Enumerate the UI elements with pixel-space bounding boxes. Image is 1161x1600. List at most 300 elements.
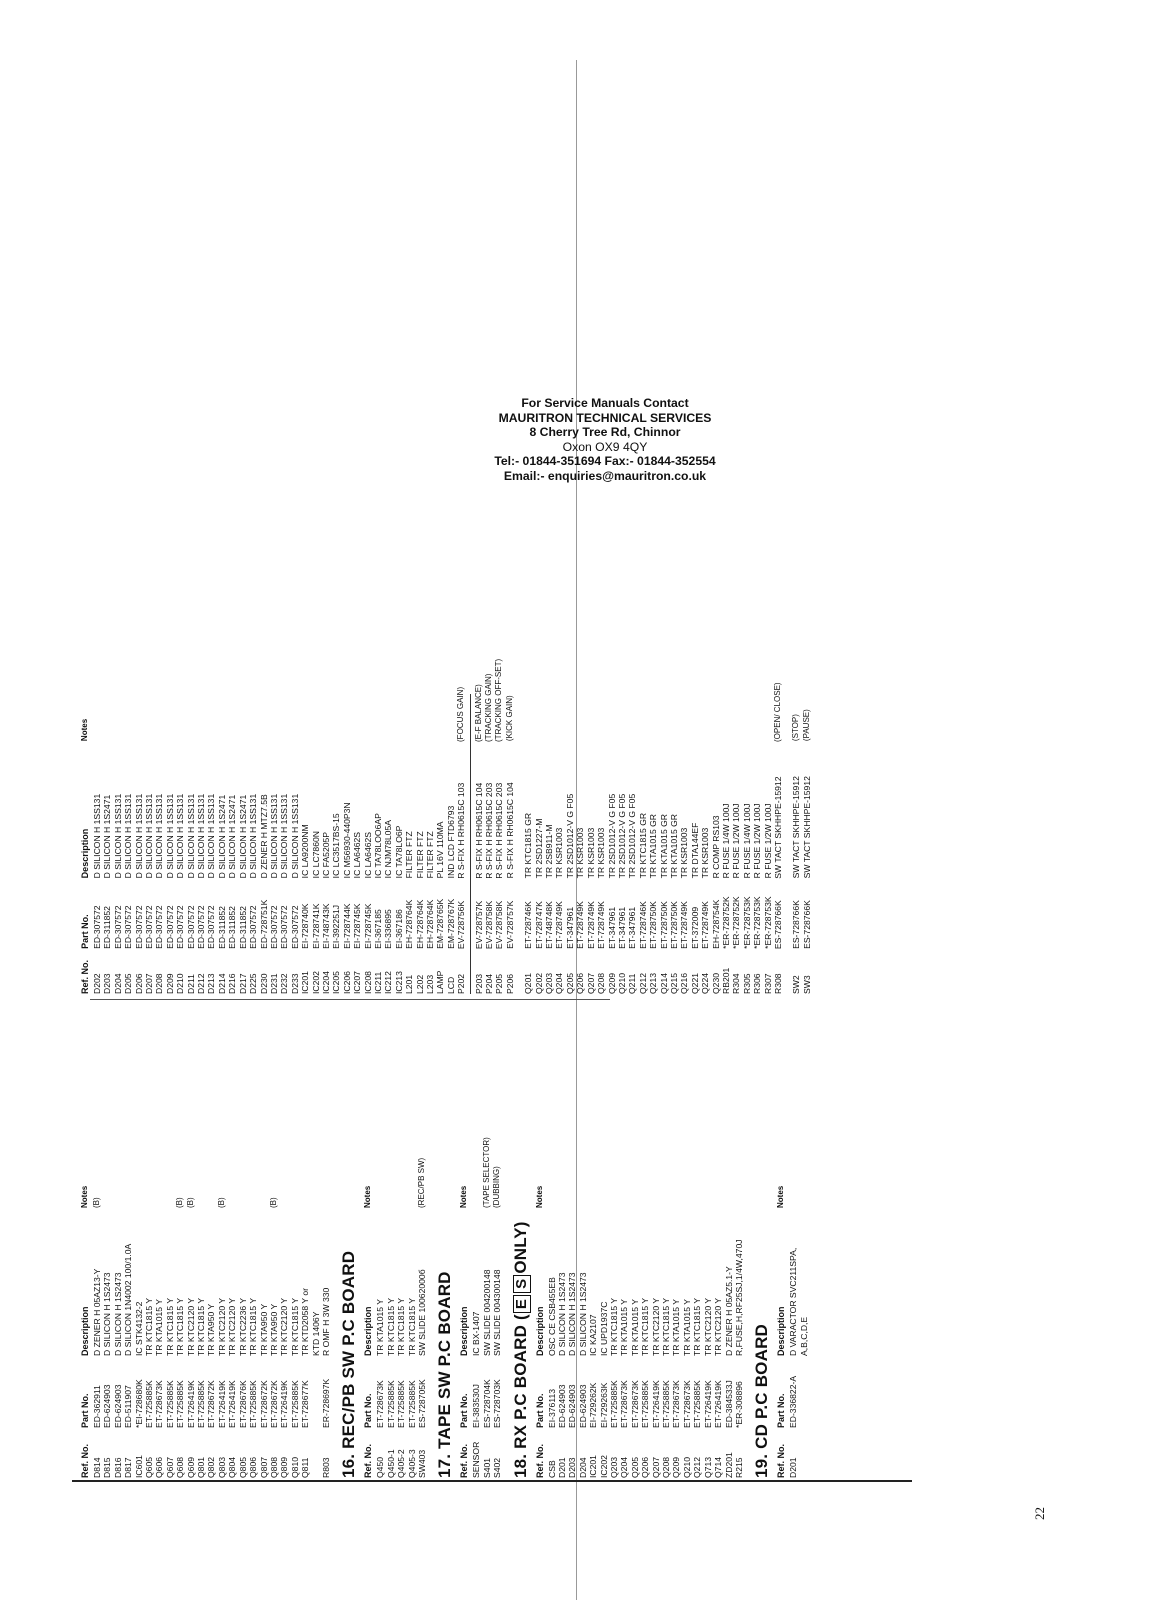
cell-part: ET-347961 — [606, 906, 617, 949]
cell-desc: TR KTA1015 GR — [658, 813, 669, 879]
cell-note — [425, 694, 435, 741]
cell-desc: TR KTC1815 Y — [661, 1297, 672, 1356]
cell-ref: IC208 — [362, 971, 373, 994]
table-row — [373, 694, 383, 994]
cell-desc: IC TA78LOO6AP — [372, 813, 383, 879]
table-row — [311, 694, 321, 994]
cell-ref: P202 — [456, 973, 467, 994]
table-row — [144, 1008, 154, 1478]
cell-desc: TR KTA1015 Y — [154, 1298, 165, 1356]
cell-desc: D SILICON H 1SS131 — [154, 793, 165, 879]
cell-part: EM-728767K — [445, 898, 456, 949]
cell-desc: SW TACT SKHHPE-15912 — [801, 776, 812, 879]
cell-part: EI-728745K — [352, 903, 363, 949]
table-row — [102, 694, 112, 994]
table-row — [492, 1008, 502, 1478]
cell-ref: D230 — [258, 973, 269, 994]
cell-note — [144, 1152, 154, 1208]
cell-note: (DUBBING) — [492, 1166, 502, 1208]
cell-note — [627, 694, 637, 741]
cell-ref: Q204 — [554, 972, 565, 994]
cell-part: ET-728673K — [154, 1380, 165, 1428]
cell-note — [523, 694, 533, 741]
cell-part — [311, 1356, 321, 1428]
cell-ref: D232 — [279, 973, 290, 994]
cell-note — [669, 694, 679, 741]
cell-desc: R FUSE 1/2W 100J — [731, 803, 742, 879]
cell-ref: IC601 — [133, 1455, 144, 1478]
cell-desc: TR KSR1003 — [585, 827, 596, 879]
header-desc: Description — [459, 1306, 470, 1356]
cell-desc: D SILICON H 1SS131 — [164, 793, 175, 879]
parts-list-17 — [471, 1008, 502, 1478]
cell-part: ET-728750K — [648, 901, 659, 949]
cell-part: ET-725885K — [609, 1380, 620, 1428]
header-desc: Description — [363, 1306, 374, 1356]
cell-desc: IC M56930-440P3N — [341, 802, 352, 879]
cell-note — [648, 694, 658, 741]
cell-ref: D233 — [289, 973, 300, 994]
cell-desc: D SILICON H 1S2471 — [102, 794, 113, 879]
contact-email: Email:- enquiries@mauritron.co.uk — [503, 468, 707, 483]
parts-list-page — [80, 658, 1040, 1478]
cell-ref: R215 — [733, 1457, 744, 1478]
cell-part: *ER-728753K — [741, 896, 752, 949]
cell-ref: R308 — [773, 973, 783, 994]
cell-note — [331, 694, 341, 741]
cell-desc: D SILICON H 1SS131 — [279, 793, 290, 879]
cell-note — [321, 694, 331, 741]
cell-part: EV-728756K — [456, 900, 467, 950]
cell-desc: SW SLIDE 004300148 — [492, 1269, 503, 1356]
cell-ref: Q714 — [713, 1456, 724, 1478]
cell-part: *ER-728752K — [720, 896, 731, 949]
cell-part: EI-392251J — [331, 904, 342, 949]
cell-desc: FILTER FTZ — [404, 831, 415, 879]
cell-part: EI-367185 — [372, 909, 383, 949]
cell-ref: D202 — [92, 973, 102, 994]
cell-ref: D205 — [123, 973, 134, 994]
table-row — [279, 1008, 289, 1478]
cell-part: ET-748748K — [544, 901, 555, 949]
cell-note — [690, 694, 700, 741]
cell-desc: TR KTC2120 Y — [650, 1297, 661, 1356]
cell-part: ET-728746K — [637, 901, 648, 949]
cell-desc: D SILICON H 1SS131 — [123, 793, 134, 879]
cell-note: (REC/PB SW) — [416, 1157, 426, 1208]
cell-desc: TR KTC2120 Y — [702, 1297, 713, 1356]
header-part: Part No. — [534, 1393, 545, 1428]
cell-note — [92, 694, 102, 741]
cell-part: EH-728764K — [414, 899, 425, 949]
table-row — [415, 694, 425, 994]
cell-ref: Q230 — [710, 972, 721, 994]
cell-desc: TR KTC1815 Y — [289, 1297, 300, 1356]
cell-part: ED-728751K — [258, 899, 269, 949]
cell-note — [186, 694, 196, 741]
cell-ref: Q607 — [164, 1456, 175, 1478]
header-notes: Notes — [363, 1185, 373, 1208]
cell-part: ED-307572 — [112, 905, 123, 949]
cell-part: ES-728766K — [801, 900, 812, 949]
cell-note — [352, 694, 362, 741]
table-row — [575, 694, 585, 994]
table-row — [154, 694, 164, 994]
cell-note — [407, 1152, 417, 1208]
table-row — [659, 694, 669, 994]
cell-desc: D ZENER H 05AZ5.1-Y — [723, 1266, 734, 1356]
table-row — [679, 694, 689, 994]
table-row — [640, 1008, 650, 1478]
cell-note: (TAPE SELECTOR) — [481, 1137, 491, 1208]
cell-ref: D209 — [164, 973, 175, 994]
table-row — [186, 1008, 196, 1478]
cell-ref: Q609 — [185, 1456, 196, 1478]
table-row — [607, 694, 617, 994]
cell-part: EI-748743K — [320, 903, 331, 949]
cell-part: ET-347961 — [564, 906, 575, 949]
table-row — [791, 694, 801, 994]
cell-ref: D814 — [92, 1457, 102, 1478]
cell-desc: TR DTA144EF — [689, 822, 700, 879]
cell-part: ET-725885K — [385, 1380, 396, 1428]
cell-desc: TR KSR1003 — [596, 827, 607, 879]
cell-note — [342, 694, 352, 741]
table-row — [638, 694, 648, 994]
table-row — [92, 1008, 102, 1478]
cell-part: *ER-728753K — [762, 896, 773, 949]
cell-note — [752, 694, 762, 741]
table-row — [196, 694, 206, 994]
cell-note — [259, 1152, 269, 1208]
table-row — [154, 1008, 164, 1478]
cell-ref: S401 — [481, 1457, 492, 1478]
cell-ref: D207 — [144, 973, 155, 994]
header-ref: Ref. No. — [459, 1443, 470, 1478]
cell-ref: Q608 — [175, 1456, 186, 1478]
cell-part: ET-728673K — [629, 1380, 640, 1428]
cell-ref: IC206 — [341, 971, 352, 994]
cell-ref: CSB — [546, 1460, 557, 1478]
section-18-text-a: 18. RX P.C BOARD ( — [510, 1314, 530, 1478]
cell-ref: D204 — [577, 1457, 588, 1478]
cell-desc: R OMF H 3W 330 — [320, 1287, 331, 1356]
table-row — [196, 1008, 206, 1478]
cell-ref: Q216 — [679, 972, 690, 994]
cell-ref: P203 — [473, 973, 484, 994]
cell-part: ET-725885K — [289, 1380, 300, 1428]
cell-note — [586, 694, 596, 741]
table-row — [669, 694, 679, 994]
cell-note — [248, 1152, 258, 1208]
header-notes: Notes — [459, 1185, 469, 1208]
cell-part: ET-725885K — [406, 1380, 417, 1428]
table-row — [731, 694, 741, 994]
cell-ref: Q210 — [616, 972, 627, 994]
cell-part: EI-728741K — [310, 903, 321, 949]
cell-ref: Q203 — [609, 1456, 620, 1478]
table-row — [300, 1008, 310, 1478]
cell-ref: D815 — [102, 1457, 113, 1478]
cell-desc: TR KTA1015 Y — [375, 1298, 386, 1356]
cell-ref: Q801 — [196, 1456, 207, 1478]
cell-part: ET-725885K — [640, 1380, 651, 1428]
table-row — [206, 694, 216, 994]
table-row — [494, 658, 505, 994]
cell-ref: D204 — [112, 973, 123, 994]
table-row — [92, 694, 102, 994]
cell-note — [123, 1152, 133, 1208]
cell-ref: Q804 — [227, 1456, 238, 1478]
cell-ref: Q805 — [237, 1456, 248, 1478]
cell-part: ET-728750K — [668, 901, 679, 949]
cell-ref: Q811 — [300, 1457, 311, 1478]
table-row — [617, 694, 627, 994]
cell-note — [471, 1152, 481, 1208]
cell-note — [659, 694, 669, 741]
cell-ref: Q205 — [564, 972, 575, 994]
cell-desc: TR KTC1815 Y — [609, 1297, 620, 1356]
cell-ref: D210 — [175, 973, 186, 994]
cell-ref: Q209 — [606, 972, 617, 994]
cell-desc: R FUSE 1/2W 100J — [752, 803, 763, 879]
cell-desc: TR 2SD1012-V G F05 — [627, 793, 638, 879]
cell-desc: IC LC7860N — [310, 831, 321, 879]
table-row — [165, 1008, 175, 1478]
service-contact-block — [470, 396, 740, 483]
cell-note: (STOP) — [791, 714, 801, 742]
cell-part: ED-307572 — [289, 905, 300, 949]
cell-note: (OPEN/ CLOSE) — [773, 682, 782, 742]
cell-note — [206, 1152, 216, 1208]
table-row — [227, 694, 237, 994]
parts-list-right-c — [523, 682, 783, 994]
cell-ref: Q211 — [627, 973, 638, 994]
cell-desc: TR KTC1815 Y — [164, 1297, 175, 1356]
cell-ref: Q405-2 — [396, 1449, 407, 1478]
cell-part: EI-729263K — [598, 1382, 609, 1428]
table-row — [375, 1008, 385, 1478]
cell-desc: R S-FIX H RH0615C 203 — [494, 782, 505, 879]
cell-desc: IC KA2107 — [588, 1314, 599, 1356]
cell-part: ED-307572 — [123, 905, 134, 949]
cell-ref: Q207 — [650, 1456, 661, 1478]
table-row — [134, 694, 144, 994]
cell-part: EI-383530J — [471, 1384, 482, 1428]
cell-note — [565, 694, 575, 741]
cell-desc: IC LA6462S — [362, 831, 373, 879]
table-row — [238, 1008, 248, 1478]
cell-ref: SW3 — [801, 975, 812, 994]
cell-part — [799, 1356, 809, 1428]
table-row — [269, 694, 279, 994]
parts-list-right-d — [791, 694, 812, 994]
cell-part: ET-728673K — [671, 1380, 682, 1428]
cell-part: ES-728766K — [791, 900, 802, 949]
cell-ref: R307 — [762, 973, 773, 994]
contact-company: MAURITRON TECHNICAL SERVICES — [498, 410, 712, 425]
cell-ref: IC201 — [588, 1455, 599, 1478]
cell-note — [396, 1152, 406, 1208]
cell-note — [711, 694, 721, 741]
table-row — [123, 694, 133, 994]
parts-list-right-b — [473, 658, 516, 994]
cell-part: EI-336895 — [383, 909, 394, 949]
cell-desc: IC NJM78L05A — [383, 820, 394, 879]
cell-desc: TR KSR1003 — [700, 827, 711, 879]
table-row — [711, 694, 721, 994]
cell-desc: D SILICON H 1S2471 — [227, 794, 238, 879]
cell-desc: IC LA9200NM — [300, 824, 311, 879]
cell-ref: Q803 — [216, 1456, 227, 1478]
cell-note — [763, 694, 773, 741]
cell-ref: R803 — [320, 1457, 331, 1478]
table-row — [554, 694, 564, 994]
cell-ref: D203 — [102, 973, 113, 994]
table-row — [471, 1008, 481, 1478]
cell-ref: D212 — [196, 973, 207, 994]
cell-note: (B) — [185, 1197, 195, 1208]
cell-ref: IC202 — [310, 971, 321, 994]
table-row — [259, 694, 269, 994]
cell-note — [196, 1152, 206, 1208]
cell-ref: Q450-1 — [385, 1449, 396, 1478]
table-row — [630, 1008, 640, 1478]
cell-part: ET-728750K — [658, 901, 669, 949]
cell-ref: Q808 — [268, 1456, 279, 1478]
table-header — [363, 1008, 373, 1478]
cell-part: EV-728758K — [494, 900, 505, 950]
cell-ref: D817 — [123, 1457, 134, 1478]
cell-desc: TR KTC1815 Y — [396, 1297, 407, 1356]
cell-desc: FILTER FTZ — [414, 831, 425, 879]
cell-ref: R306 — [752, 973, 763, 994]
cell-part: ET-728749K — [585, 901, 596, 949]
cell-desc: TR KTC1815 Y — [692, 1297, 703, 1356]
cell-part: ET-728673K — [619, 1380, 630, 1428]
cell-note — [217, 694, 227, 741]
cell-part: ED-624903 — [112, 1384, 123, 1428]
cell-note — [679, 694, 689, 741]
cell-desc: R FUSE 1/4W 100J — [720, 803, 731, 879]
cell-ref: R304 — [731, 973, 742, 994]
table-row — [425, 694, 435, 994]
cell-part: ED-307572 — [196, 905, 207, 949]
table-row — [567, 1008, 577, 1478]
section-title-19: 19. CD P.C BOARD — [752, 1323, 772, 1478]
cell-note: (B) — [175, 1197, 185, 1208]
parts-list-right-a — [92, 686, 467, 994]
table-row — [599, 1008, 609, 1478]
cell-desc: D VARACTOR SVC211SPA, — [788, 1247, 799, 1356]
cell-part: EV-728758K — [484, 900, 495, 950]
table-row — [113, 1008, 123, 1478]
table-row — [259, 1008, 269, 1478]
table-row — [627, 694, 637, 994]
cell-desc: D SILICON H 1S2473 — [577, 1272, 588, 1356]
cell-ref: Q213 — [648, 972, 659, 994]
header-part: Part No. — [363, 1393, 374, 1428]
cell-part: ET-728672K — [258, 1380, 269, 1428]
table-row — [724, 1008, 734, 1478]
cell-ref: SENSOR — [471, 1441, 482, 1478]
header-notes: Notes — [534, 1185, 544, 1208]
table-row — [175, 694, 185, 994]
cell-desc: D SILICON H 1SS131 — [144, 793, 155, 879]
cell-desc: TR 2SB911-M — [544, 824, 555, 879]
cell-desc: D ZENER H MTZ7.5B — [258, 794, 269, 879]
header-desc: Description — [80, 1306, 90, 1356]
cell-note — [290, 1152, 300, 1208]
table-row — [763, 694, 773, 994]
cell-desc: IC UPD1937C — [598, 1301, 609, 1356]
cell-desc: D SILICON H 1SS131 — [289, 793, 300, 879]
contact-phone: Tel:- 01844-351694 Fax:- 01844-352554 — [494, 454, 716, 468]
header-ref: Ref. No. — [776, 1443, 787, 1478]
cell-note: (B) — [268, 1197, 278, 1208]
cell-part: ET-728673K — [681, 1380, 692, 1428]
table-row — [648, 694, 658, 994]
cell-part: ET-725885K — [248, 1380, 259, 1428]
cell-part: ER-728697K — [320, 1378, 331, 1428]
cell-ref: D217 — [237, 973, 248, 994]
header-part: Part No. — [80, 1393, 90, 1428]
cell-part: ED-311852 — [102, 906, 113, 949]
cell-ref: Q205 — [629, 1456, 640, 1478]
cell-part: ED-624903 — [102, 1384, 113, 1428]
cell-ref: D206 — [133, 973, 144, 994]
header-desc: Description — [534, 1306, 545, 1356]
separator — [470, 694, 471, 994]
cell-ref: Q206 — [640, 1456, 651, 1478]
cell-part: *ER-308896 — [733, 1381, 744, 1428]
cell-part: EH-728764K — [425, 899, 435, 949]
cell-desc: TR KTC1815 GR — [637, 812, 648, 879]
cell-part: ET-372009 — [689, 906, 700, 949]
cell-part: ET-728672K — [206, 1380, 217, 1428]
cell-ref: D216 — [227, 973, 238, 994]
cell-ref: IC204 — [320, 971, 331, 994]
cell-ref: IC211 — [372, 971, 383, 994]
cell-ref: Q207 — [585, 972, 596, 994]
cell-part: EI-728744K — [341, 903, 352, 949]
cell-ref: Q405-3 — [406, 1449, 417, 1478]
cell-note — [300, 1152, 310, 1208]
cell-desc: FILTER FTZ — [425, 831, 435, 879]
cell-part: ED-307572 — [92, 905, 102, 949]
cell-part: ET-728676K — [237, 1380, 248, 1428]
cell-ref: D201 — [788, 1457, 799, 1478]
cell-part: EH-728764K — [404, 899, 415, 949]
cell-desc: D SILICON 1N4002 100/1.0A — [123, 1243, 134, 1356]
cell-desc: IC STK4132-2 — [133, 1301, 144, 1356]
cell-part: ED-307572 — [133, 905, 144, 949]
cell-desc: D SILICON H 1SS131 — [248, 793, 259, 879]
section-18-text-b: ONLY) — [510, 1221, 530, 1274]
cell-part: ET-725885K — [144, 1380, 155, 1428]
table-row — [596, 694, 606, 994]
section-title-16: 16. REC/PB SW P.C BOARD — [339, 1250, 359, 1478]
cell-part: ET-347961 — [627, 906, 638, 949]
header-ref: Ref. No. — [363, 1443, 374, 1478]
cell-note: (B) — [216, 1197, 226, 1208]
cell-desc: TR KTD2058 Y or — [300, 1288, 311, 1356]
table-row — [505, 694, 515, 994]
cell-part: ED-307572 — [164, 905, 175, 949]
cell-ref: Q221 — [689, 972, 700, 994]
cell-note: (TRACKING OFF-SET) — [494, 658, 504, 742]
cell-note — [206, 694, 216, 741]
